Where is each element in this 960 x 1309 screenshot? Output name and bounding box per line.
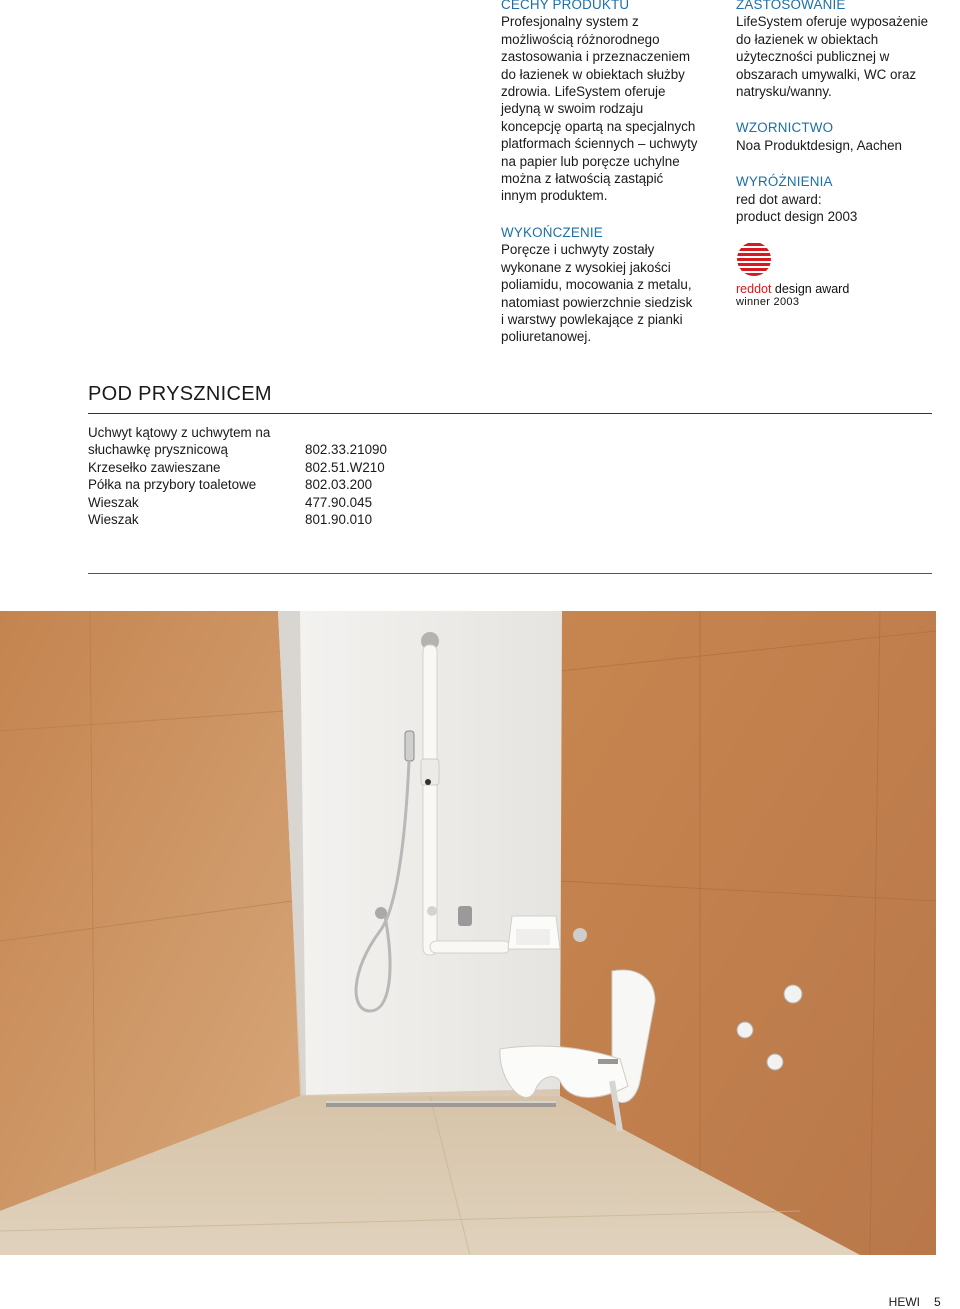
award-wordmark-rest: design award (771, 282, 850, 297)
awards-line: red dot award: (736, 191, 822, 207)
finish-line: i warstwy powlekające z pianki (501, 311, 683, 327)
finish-line: natomiast powierzchnie siedzisk (501, 294, 693, 310)
column-right (736, 0, 936, 309)
footer-brand: HEWI (888, 1295, 920, 1309)
bathroom-photo (0, 611, 936, 1255)
section-title: POD PRYSZNICEM (88, 383, 272, 405)
features-line: do łazienek w obiektach służby (501, 66, 685, 82)
product-code: 802.33.21090 (305, 442, 387, 458)
features-line: jedyną w swoim rodzaju (501, 101, 644, 117)
application-line: natrysku/wanny. (736, 84, 832, 100)
list-item (88, 459, 387, 476)
product-code: 801.90.010 (305, 512, 373, 528)
features-text (501, 13, 711, 204)
product-name: Uchwyt kątowy z uchwytem na (88, 425, 271, 440)
application-line: obszarach umywalki, WC oraz (736, 66, 917, 82)
finish-line: poliamidu, mocowania z metalu, (501, 277, 692, 293)
features-line: zdrowia. LifeSystem oferuje (501, 84, 666, 100)
application-line: LifeSystem oferuje wyposażenie (736, 14, 929, 30)
features-line: innym produktem. (501, 188, 608, 204)
shower-scene-illustration (0, 611, 936, 1255)
list-item (88, 441, 387, 458)
product-code: 802.51.W210 (305, 459, 385, 475)
award-winner: winner 2003 (736, 296, 800, 309)
divider-bottom (88, 573, 932, 574)
features-line: można z łatwością zastąpić (501, 171, 664, 187)
awards-line: product design 2003 (736, 209, 858, 225)
product-list (88, 424, 387, 528)
finish-line: poliuretanowej. (501, 329, 592, 345)
finish-heading: WYKOŃCZENIE (501, 224, 603, 240)
features-line: Profesjonalny system z (501, 14, 639, 30)
page-footer (889, 1295, 960, 1309)
features-line: zastosowania i przeznaczeniem (501, 49, 691, 65)
product-name: Krzesełko zawieszane (88, 459, 221, 475)
finish-text (501, 241, 711, 345)
finish-line: Poręcze i uchwyty zostały (501, 242, 655, 258)
features-line: możliwością różnorodnego (501, 31, 660, 47)
list-item (88, 494, 387, 511)
product-name: Półka na przybory toaletowe (88, 477, 257, 493)
application-line: użyteczności publicznej w (736, 49, 890, 65)
red-dot-award-logo (736, 241, 936, 309)
application-heading: ZASTOSOWANIE (736, 0, 846, 12)
application-line: do łazienek w obiektach (736, 31, 879, 47)
product-code: 477.90.045 (305, 494, 373, 510)
product-code: 802.03.200 (305, 477, 373, 493)
red-dot-icon (736, 241, 772, 277)
awards-heading: WYRÓŻNIENIA (736, 174, 833, 190)
features-heading: CECHY PRODUKTU (501, 0, 630, 12)
product-name: słuchawkę prysznicową (88, 442, 228, 458)
divider-top (88, 413, 932, 414)
application-text (736, 13, 936, 100)
design-heading: WZORNICTWO (736, 120, 834, 136)
features-line: na papier lub poręcze uchylne (501, 153, 680, 169)
list-item (88, 476, 387, 493)
award-wordmark-red: reddot (736, 282, 772, 297)
finish-line: wykonane z wysokiej jakości (501, 259, 671, 275)
list-item (88, 424, 387, 441)
product-name: Wieszak (88, 494, 139, 510)
list-item (88, 511, 387, 528)
column-left (501, 0, 711, 346)
page-number: 5 (934, 1295, 941, 1309)
features-line: platformach ściennych – uchwyty (501, 136, 698, 152)
award-wordmark (736, 283, 936, 309)
design-text: Noa Produktdesign, Aachen (736, 137, 903, 153)
product-name: Wieszak (88, 512, 139, 528)
features-line: koncepcję opartą na specjalnych (501, 118, 696, 134)
